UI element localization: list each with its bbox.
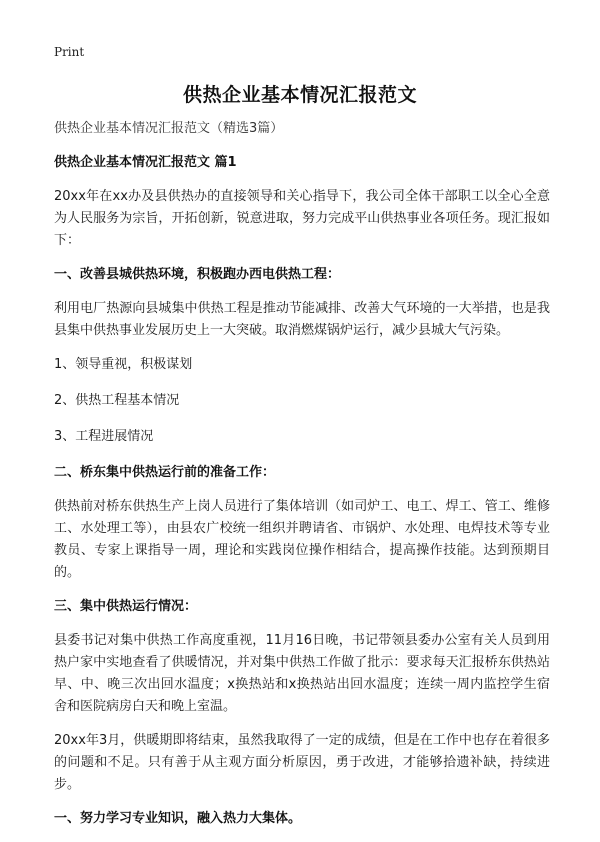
section-paragraph-1: 利用电厂热源向县城集中供热工程是推动节能减排、改善大气环境的一大举措，也是我县集中供热事业发展历史上一大突破。取消燃煤锅炉运行，减少县城大气污染。 — [54, 301, 550, 338]
section-heading-1: 一、改善县城供热环境，积极跑办西电供热工程： — [54, 267, 341, 282]
list-item: 1、领导重视，积极谋划 — [54, 357, 193, 372]
list-item: 3、工程进展情况 — [54, 429, 154, 444]
section-heading-2: 二、桥东集中供热运行前的准备工作： — [54, 465, 276, 480]
page-title: 供热企业基本情况汇报范文 — [182, 84, 417, 106]
article-heading: 供热企业基本情况汇报范文 篇1 — [54, 155, 237, 170]
section-paragraph-3: 县委书记对集中供热工作高度重视，11月16日晚，书记带领县委办公室有关人员到用热户家中实地查看了供暖情况，并对集中供热工作做了批示：要求每天汇报桥东供热站早、中、晚三次出回水温度；x换热站和x换热站出回水温度；连续一周内监控学生宿舍和医院病房白天和晚上室温。 — [54, 633, 550, 714]
section-heading-4: 一、努力学习专业知识，融入热力大集体。 — [54, 811, 302, 826]
document-body — [54, 118, 550, 842]
document-subtitle: 供热企业基本情况汇报范文（精选3篇） — [54, 121, 284, 136]
print-label: Print — [54, 45, 85, 59]
intro-paragraph: 20xx年在xx办及县供热办的直接领导和关心指导下，我公司全体干部职工以全心全意为人民服务为宗旨，开拓创新，锐意进取，努力完成平山供热事业各项任务。现汇报如下： — [54, 189, 550, 248]
section-heading-3: 三、集中供热运行情况： — [54, 599, 198, 614]
section-paragraph-2: 供热前对桥东供热生产上岗人员进行了集体培训（如司炉工、电工、焊工、管工、维修工、水处理工等），由县农广校统一组织并聘请省、市锅炉、水处理、电焊技术等专业教员、专家上课指导一周，理论和实践岗位操作相结合，提高操作技能。达到预期目的。 — [54, 499, 550, 580]
list-item: 2、供热工程基本情况 — [54, 393, 180, 408]
closing-paragraph: 20xx年3月，供暖期即将结束，虽然我取得了一定的成绩，但是在工作中也存在着很多的问题和不足。只有善于从主观方面分析原因，勇于改进，才能够拾遗补缺，持续进步。 — [54, 733, 550, 792]
